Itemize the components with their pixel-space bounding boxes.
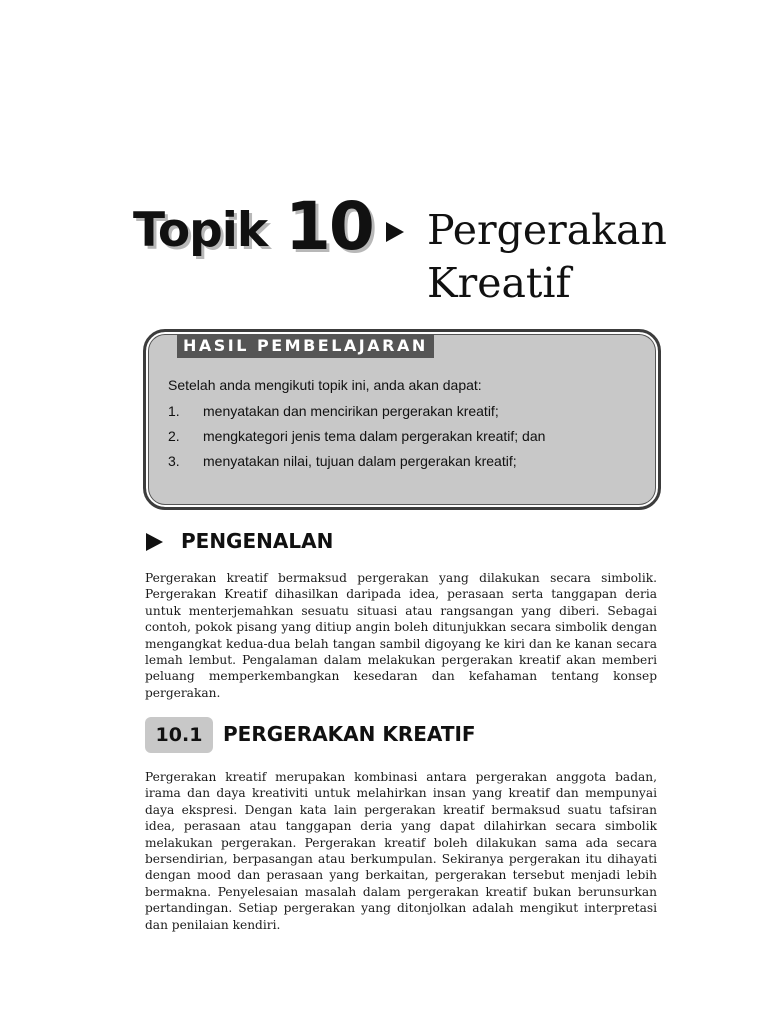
learning-outcomes-header: HASIL PEMBELAJARAN: [177, 334, 434, 358]
section-number-badge: 10.1: [145, 717, 213, 753]
chapter-title-line2: Kreatif: [427, 259, 571, 307]
learning-outcome-text: menyatakan dan mencirikan pergerakan kreatif;: [203, 403, 499, 419]
topik-number: 10: [285, 188, 373, 265]
triangle-right-icon: [386, 222, 404, 242]
learning-outcome-number: 3.: [168, 453, 180, 469]
chapter-title: [427, 204, 667, 310]
learning-outcome-text: mengkategori jenis tema dalam pergerakan kreatif; dan: [203, 428, 546, 444]
section-heading-pengenalan: PENGENALAN: [181, 529, 334, 553]
section-heading-pergerakan-kreatif: PERGERAKAN KREATIF: [223, 722, 476, 746]
learning-outcome-number: 2.: [168, 428, 180, 444]
topik-label: Topik: [133, 203, 268, 258]
section-10-1-paragraph: Pergerakan kreatif merupakan kombinasi antara pergerakan anggota badan, irama dan daya kreativiti untuk melahirkan insan yang kreatif dan mempunyai daya ekspresi. Dengan kata lain pergerakan kreatif bermaksud suatu tafsiran idea, perasaan atau tanggapan deria yang dapat dilahirkan secara simbolik melakukan pergerakan. Pergerakan kreatif boleh dilakukan sama ada secara bersendirian, berpasangan atau berkumpulan. Sekiranya pergerakan itu dihayati dengan mood dan perasaan yang berkaitan, pergerakan tersebut menjadi lebih bermakna. Penyelesaian masalah dalam pergerakan kreatif bukan berunsurkan pertandingan. Setiap pergerakan yang ditonjolkan adalah mengikut interpretasi dan penilaian kendiri.: [145, 770, 657, 932]
chapter-title-line1: Pergerakan: [427, 206, 667, 254]
learning-outcome-text: menyatakan nilai, tujuan dalam pergerakan kreatif;: [203, 453, 517, 469]
learning-outcome-number: 1.: [168, 403, 180, 419]
learning-outcomes-intro: Setelah anda mengikuti topik ini, anda akan dapat:: [168, 377, 482, 393]
learning-outcome-item: [168, 403, 499, 419]
triangle-right-icon: [146, 533, 163, 551]
learning-outcome-item: [168, 453, 517, 469]
introduction-paragraph: Pergerakan kreatif bermaksud pergerakan yang dilakukan secara simbolik. Pergerakan Kreatif dihasilkan daripada idea, perasaan serta tanggapan deria untuk menterjemahkan sesuatu situasi atau rangsangan yang diberi. Sebagai contoh, pokok pisang yang ditiup angin boleh ditunjukkan secara simbolik dengan mengangkat kedua-dua belah tangan sambil digoyang ke kiri dan ke kanan secara lemah lembut. Pengalaman dalam melakukan pergerakan kreatif akan memberi peluang memperkembangkan kesedaran dan kefahaman tentang konsep pergerakan.: [145, 571, 657, 700]
learning-outcome-item: [168, 428, 545, 444]
